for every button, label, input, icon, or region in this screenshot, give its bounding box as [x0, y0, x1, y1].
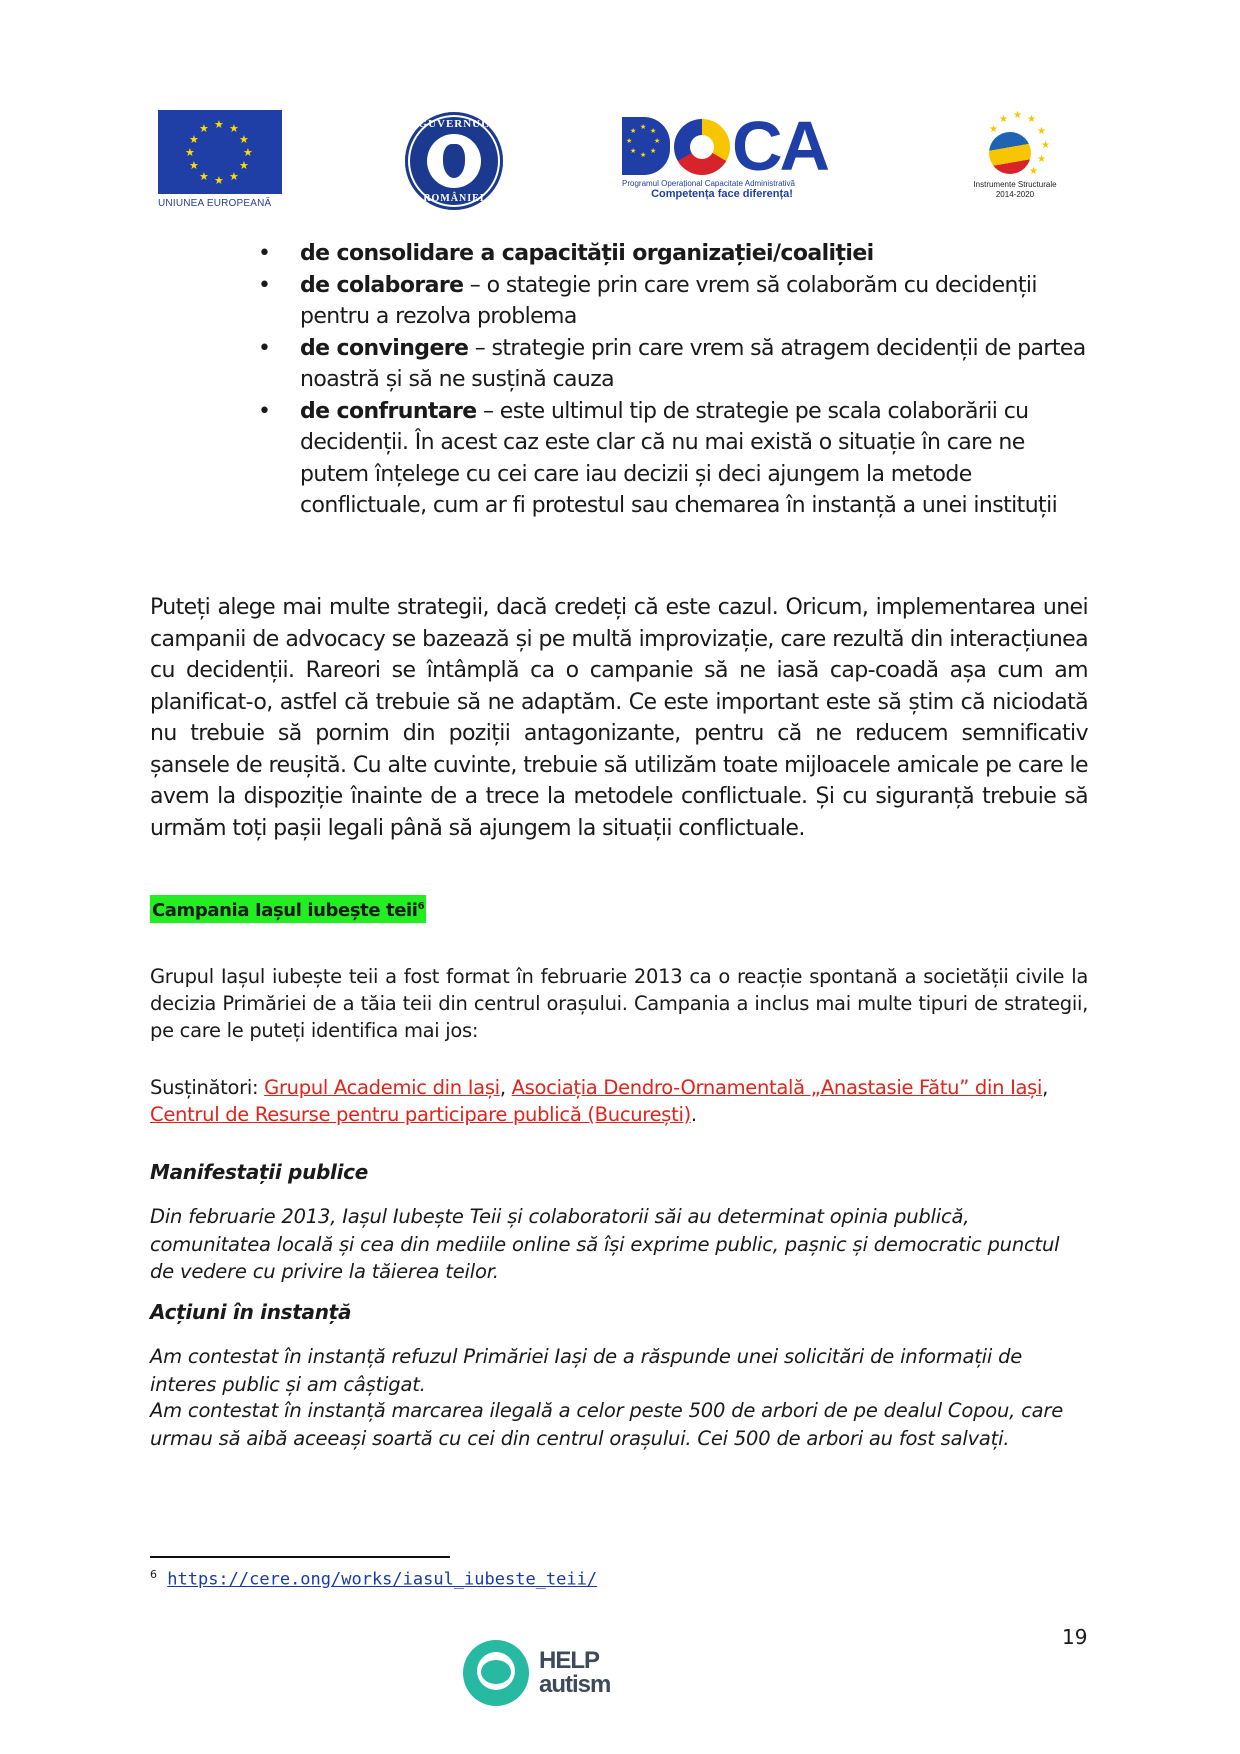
footnote-divider	[150, 1556, 450, 1558]
supporters-label: Susținători:	[150, 1076, 265, 1099]
list-item	[258, 333, 1088, 396]
gov-seal-bottom-text: ROMÂNIEI	[423, 193, 485, 204]
eu-logo	[158, 110, 282, 209]
coat-of-arms-icon	[427, 134, 481, 188]
page-number: 19	[1062, 1625, 1088, 1649]
footnote-number: 6	[150, 1568, 157, 1581]
supporters-line	[150, 1074, 1088, 1128]
header-logos	[0, 107, 1240, 215]
supporter-link-centrul-resurse[interactable]: Centrul de Resurse pentru participare publică (București)	[150, 1103, 691, 1126]
strategy-term: de confruntare	[300, 398, 477, 424]
poca-p-eu-stars-icon: ★ ★ ★ ★ ★ ★ ★ ★	[622, 117, 670, 175]
eu-flag-icon: ★ ★ ★ ★ ★ ★ ★ ★ ★ ★ ★ ★	[158, 110, 282, 194]
structural-instruments-icon: ★ ★ ★ ★ ★ ★ ★ ★	[989, 110, 1050, 177]
help-autism-logo	[463, 1640, 610, 1706]
footnote-reference[interactable]: 6	[417, 901, 425, 912]
poca-letters: CA	[732, 107, 828, 185]
strategy-list	[258, 238, 1088, 522]
poca-subtitle: Programul Operațional Capacitate Administrativă	[622, 179, 795, 188]
list-item	[258, 270, 1088, 333]
supporter-link-asociatia-dendro[interactable]: Asociația Dendro-Ornamentală „Anastasie Fătu” din Iași	[511, 1076, 1043, 1099]
help-text: HELP	[539, 1647, 600, 1674]
section-paragraph: Am contestat în instanță marcarea ilegală a celor peste 500 de arbori de pe dealul Copou, care urmau să aibă aceeași soartă cu cei din centrul orașului. Cei 500 de arbori au fost salvați.	[150, 1399, 1064, 1450]
is-caption-line2: 2014-2020	[995, 190, 1035, 199]
strategy-term: de convingere	[300, 335, 469, 361]
romanian-government-seal	[405, 112, 503, 210]
footnote	[150, 1568, 597, 1590]
section-paragraph: Din februarie 2013, Iașul Iubește Teii și colaboratorii săi au determinat opinia publică, comunitatea locală și cea din mediile online să își exprime public, pașnic și democratic punctul de vedere cu privire la tăierea teilor.	[150, 1205, 1060, 1283]
list-item	[258, 238, 1088, 270]
footnote-link[interactable]: https://cere.ong/works/iasul_iubeste_teii/	[167, 1569, 598, 1590]
section-heading-manifestatii: Manifestații publice	[150, 1160, 368, 1184]
strategy-description: – strategie prin care vrem să atragem decidenții de partea noastră și să ne susțină cauza	[300, 335, 1086, 392]
campaign-heading	[150, 895, 426, 923]
speech-bubble-icon	[463, 1640, 529, 1706]
strategy-description: – este ultimul tip de strategie pe scala colaborării cu decidenții. În acest caz este clar că nu mai există o situație în care ne putem înțelege cu cei care iau decizii și deci ajungem la metode conflictuale, cum ar fi protestul sau chemarea în instanță a unei instituții	[300, 398, 1058, 518]
help-autism-wordmark	[539, 1649, 610, 1697]
strategy-description: – o stategie prin care vrem să colaborăm cu decidenții pentru a rezolva problema	[300, 272, 1037, 329]
campaign-intro: Grupul Iașul iubește teii a fost format în februarie 2013 ca o reacție spontană a societății civile la decizia Primăriei de a tăia teii din centrul orașului. Campania a inclus mai multe tipuri de strategii, pe care le puteți identifica mai jos:	[150, 965, 1088, 1042]
poca-tricolor-o-icon	[674, 119, 730, 175]
separator: ,	[499, 1076, 512, 1099]
poca-logo	[622, 107, 852, 200]
separator: ,	[1042, 1076, 1049, 1099]
section-heading-actiuni: Acțiuni în instanță	[150, 1300, 352, 1324]
strategy-term: de colaborare	[300, 272, 464, 298]
supporter-link-grupul-academic[interactable]: Grupul Academic din Iași	[264, 1076, 500, 1099]
section-paragraph: Am contestat în instanță refuzul Primăriei Iași de a răspunde unei solicitări de informații de interes public și am câștigat.	[150, 1345, 1023, 1396]
gov-seal-top-text: GUVERNUL	[418, 118, 490, 130]
campaign-title-text: Campania Iașul iubește teii	[152, 900, 418, 921]
list-item	[258, 396, 1088, 522]
eu-caption: UNIUNEA EUROPEANĂ	[158, 198, 272, 209]
is-caption-line1: Instrumente Structurale	[973, 180, 1057, 189]
strategy-term: de consolidare a capacității organizației/coaliției	[300, 241, 874, 266]
period: .	[690, 1103, 697, 1126]
autism-text: autism	[539, 1671, 611, 1698]
poca-tagline: Competența face diferența!	[651, 188, 793, 200]
instrumente-structurale-logo	[965, 110, 1065, 200]
strategy-paragraph: Puteți alege mai multe strategii, dacă credeți că este cazul. Oricum, implementarea unei campanii de advocacy se bazează și pe multă improvizație, care rezultă din interacțiunea cu decidenții. Rareori se întâmplă ca o campanie să ne iasă cap-coadă așa cum am planificat-o, astfel că trebuie să ne adaptăm. Ce este important este să știm că niciodată nu trebuie să pornim din poziții antagonizante, pentru că ne reducem semnificativ șansele de reușită. Cu alte cuvinte, trebuie să utilizăm toate mijloacele amicale pe care le avem la dispoziție înainte de a trece la metodele conflictuale. Și cu siguranță trebuie să urmăm toți pașii legali până să ajungem la situații conflictuale.	[150, 595, 1088, 841]
eagle-icon	[443, 144, 465, 178]
